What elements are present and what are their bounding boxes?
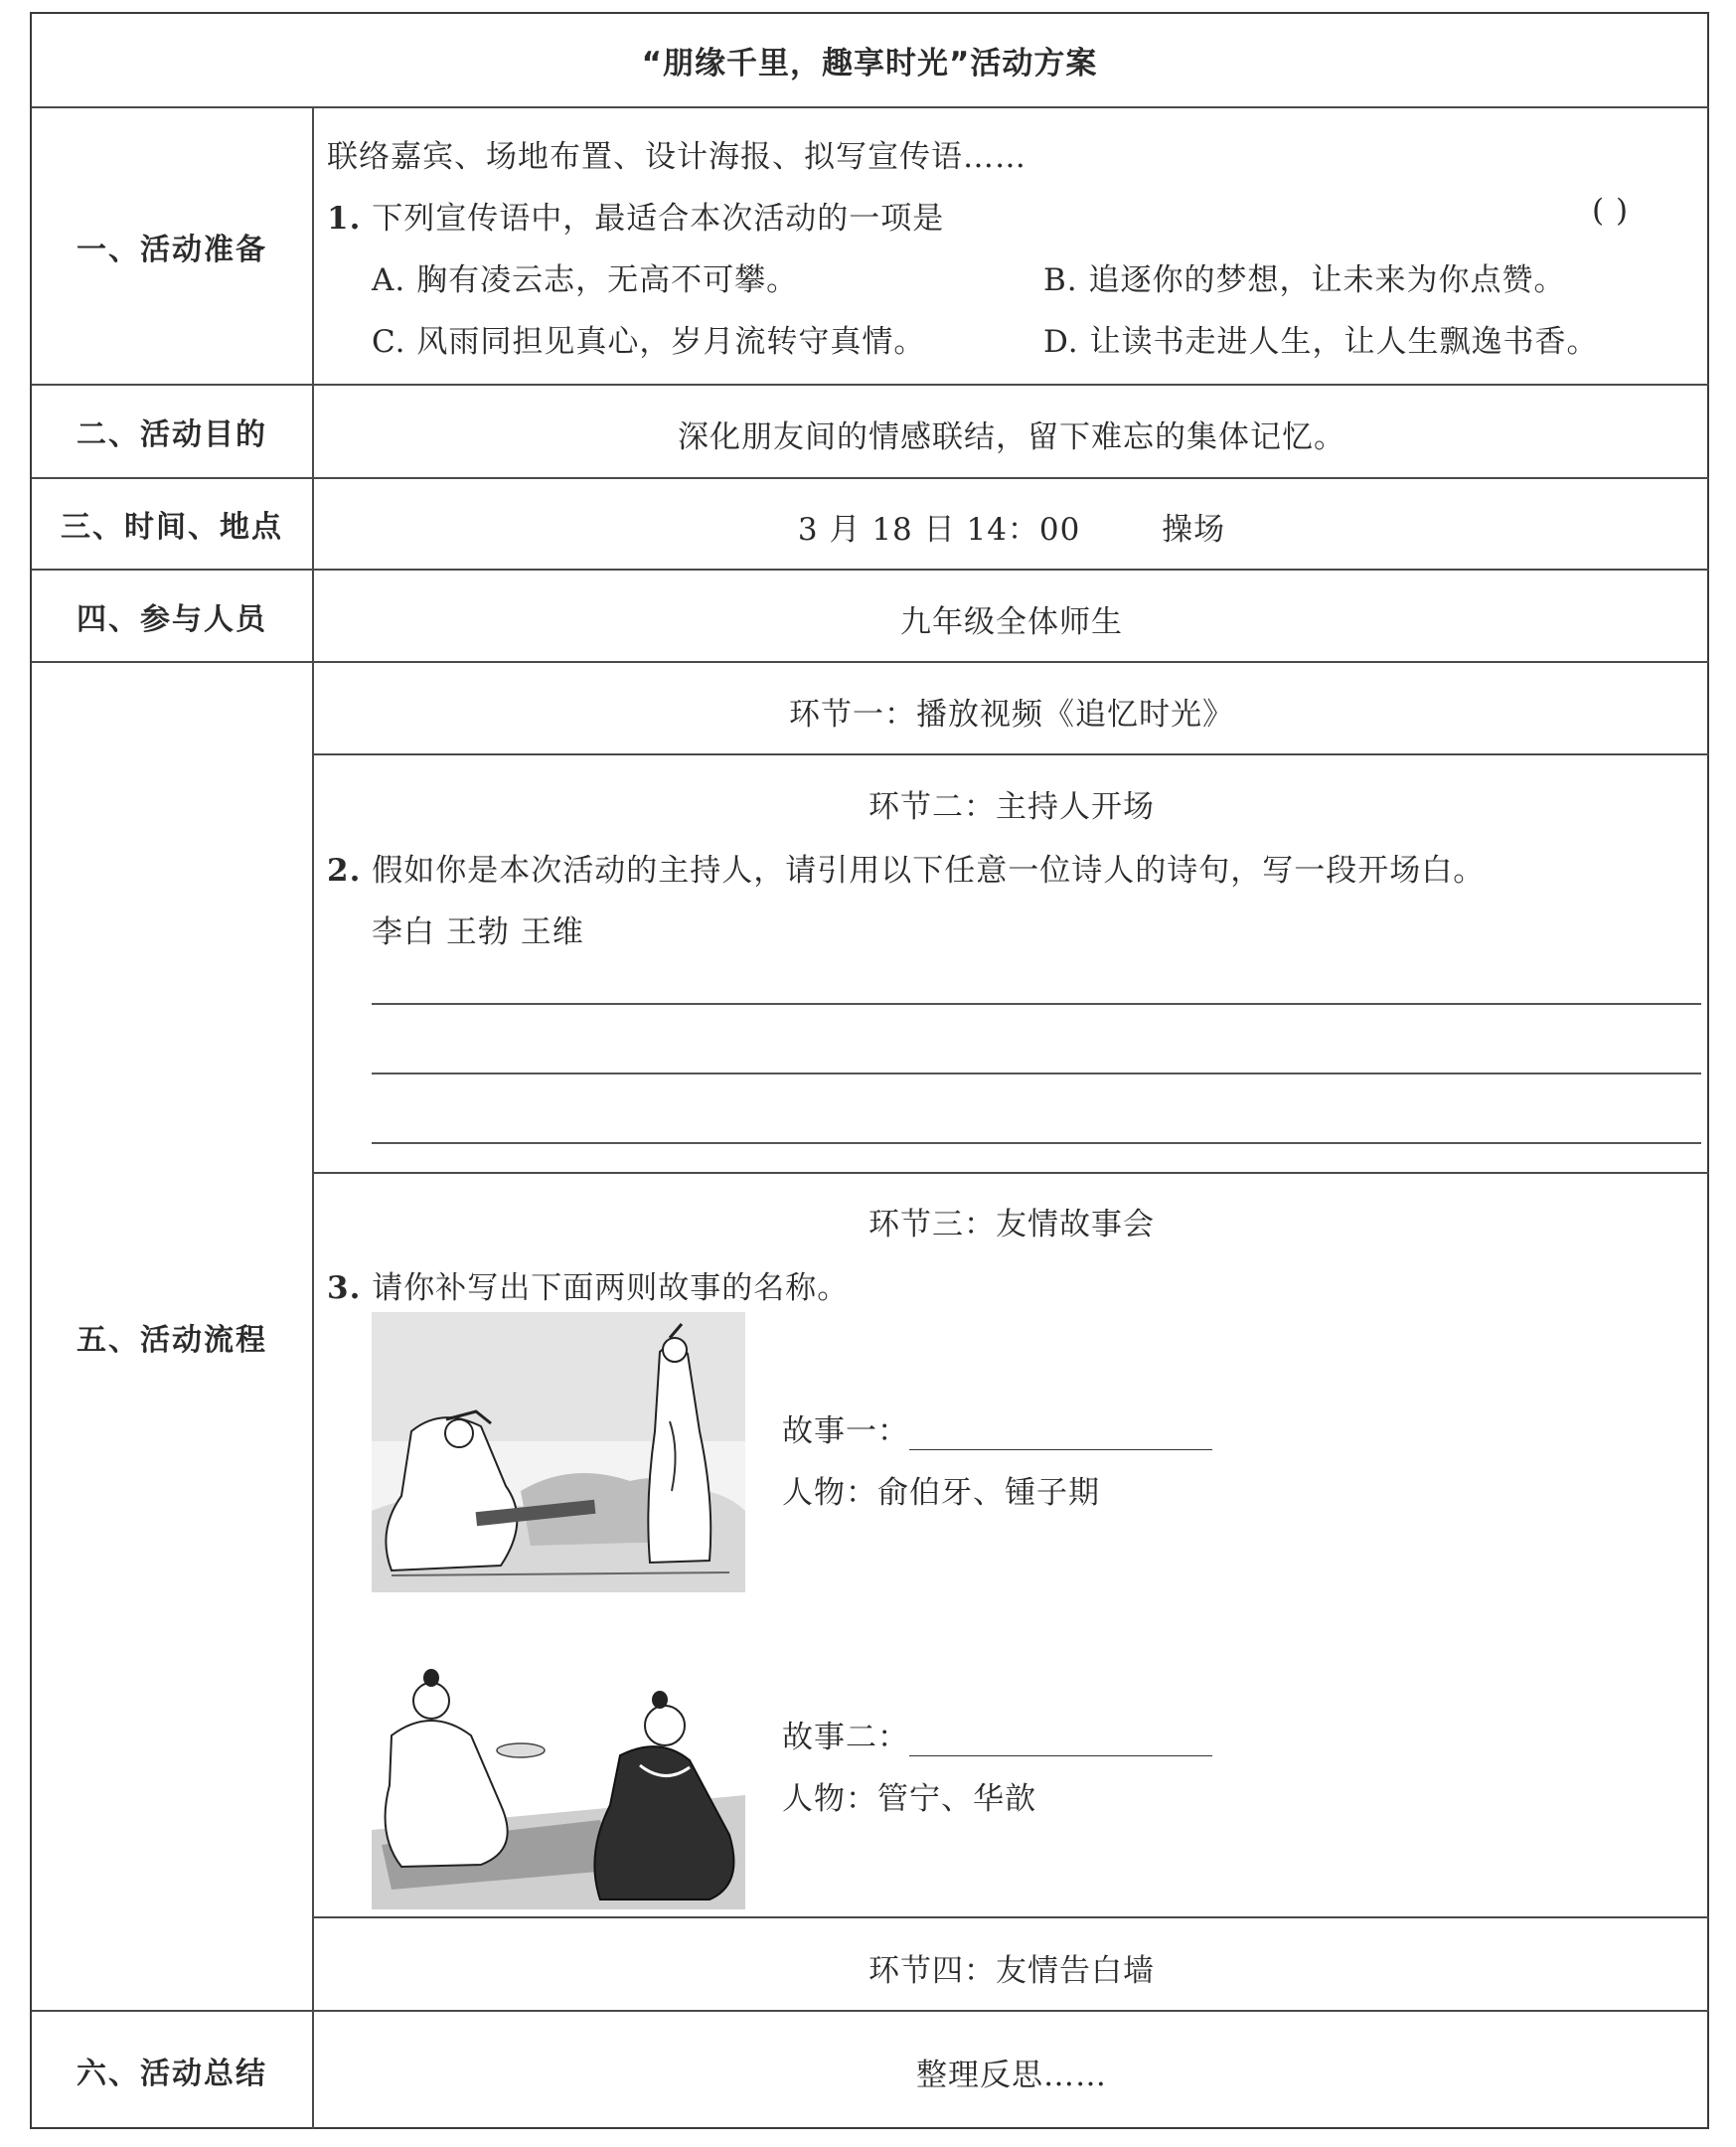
story2-people: 人物：管宁、华歆: [782, 1781, 1036, 1817]
step-divider: [314, 1916, 1709, 1918]
answer-line[interactable]: [372, 1003, 1701, 1005]
story2-label: 故事二：: [782, 1720, 909, 1755]
q1-option-c[interactable]: C. 风雨同担见真心，岁月流转守真情。: [372, 324, 926, 360]
story1-blank[interactable]: [909, 1421, 1212, 1450]
q3-number: 3.: [327, 1270, 362, 1306]
label-time-place: 三、时间、地点: [61, 510, 283, 545]
q1-option-a[interactable]: A. 胸有凌云志，无高不可攀。: [372, 262, 799, 298]
q2-question: 假如你是本次活动的主持人，请引用以下任意一位诗人的诗句，写一段开场白。: [372, 853, 1486, 889]
q3-question: 请你补写出下面两则故事的名称。: [372, 1270, 850, 1306]
q2-line: [327, 845, 1485, 890]
q1-option-b[interactable]: B. 追逐你的梦想，让未来为你点赞。: [1043, 262, 1566, 298]
poet-list: 李白 王勃 王维: [372, 914, 584, 950]
answer-line[interactable]: [372, 1073, 1701, 1074]
plan-title: “朋缘千里，趣享时光”活动方案: [641, 46, 1098, 82]
step3-title: 环节三：友情故事会: [868, 1207, 1155, 1242]
step4-title: 环节四：友情告白墙: [868, 1953, 1155, 1989]
summary-text: 整理反思……: [916, 2058, 1107, 2093]
q1-number: 1.: [327, 201, 362, 237]
activity-plan-table: [30, 12, 1709, 2129]
label-purpose: 二、活动目的: [77, 417, 267, 452]
step1-title: 环节一：播放视频《追忆时光》: [789, 697, 1234, 733]
step2-title: 环节二：主持人开场: [868, 789, 1155, 825]
q1-answer-bracket[interactable]: ( ): [1592, 193, 1630, 229]
purpose-text: 深化朋友间的情感联结，留下难忘的集体记忆。: [678, 419, 1345, 455]
story2-name-line: [782, 1712, 1212, 1756]
story1-label: 故事一：: [782, 1413, 909, 1449]
label-prep: 一、活动准备: [77, 232, 267, 267]
q1-stem: 下列宣传语中，最适合本次活动的一项是: [372, 201, 945, 237]
q2-number: 2.: [327, 853, 362, 889]
label-participants: 四、参与人员: [77, 601, 267, 637]
column-divider: [312, 106, 314, 2129]
story2-illustration: [372, 1656, 745, 1909]
step-divider: [314, 753, 1709, 755]
story2-blank[interactable]: [909, 1728, 1212, 1756]
story1-illustration: [372, 1312, 745, 1592]
label-process: 五、活动流程: [77, 1322, 267, 1358]
q1-option-d[interactable]: D. 让读书走进人生，让人生飘逸书香。: [1043, 324, 1599, 360]
step-divider: [314, 1172, 1709, 1174]
story1-people: 人物：俞伯牙、锺子期: [782, 1475, 1100, 1511]
participants-text: 九年级全体师生: [900, 604, 1123, 640]
time-place-line: [314, 504, 1709, 549]
q3-line: [327, 1262, 849, 1307]
event-time: 3 月 18 日 14：00: [797, 512, 1081, 548]
label-summary: 六、活动总结: [77, 2057, 267, 2091]
answer-line[interactable]: [372, 1142, 1701, 1144]
story1-name-line: [782, 1405, 1212, 1450]
event-place: 操场: [1162, 512, 1226, 548]
q1-line: [327, 193, 944, 238]
prep-intro: 联络嘉宾、场地布置、设计海报、拟写宣传语……: [327, 139, 1026, 175]
